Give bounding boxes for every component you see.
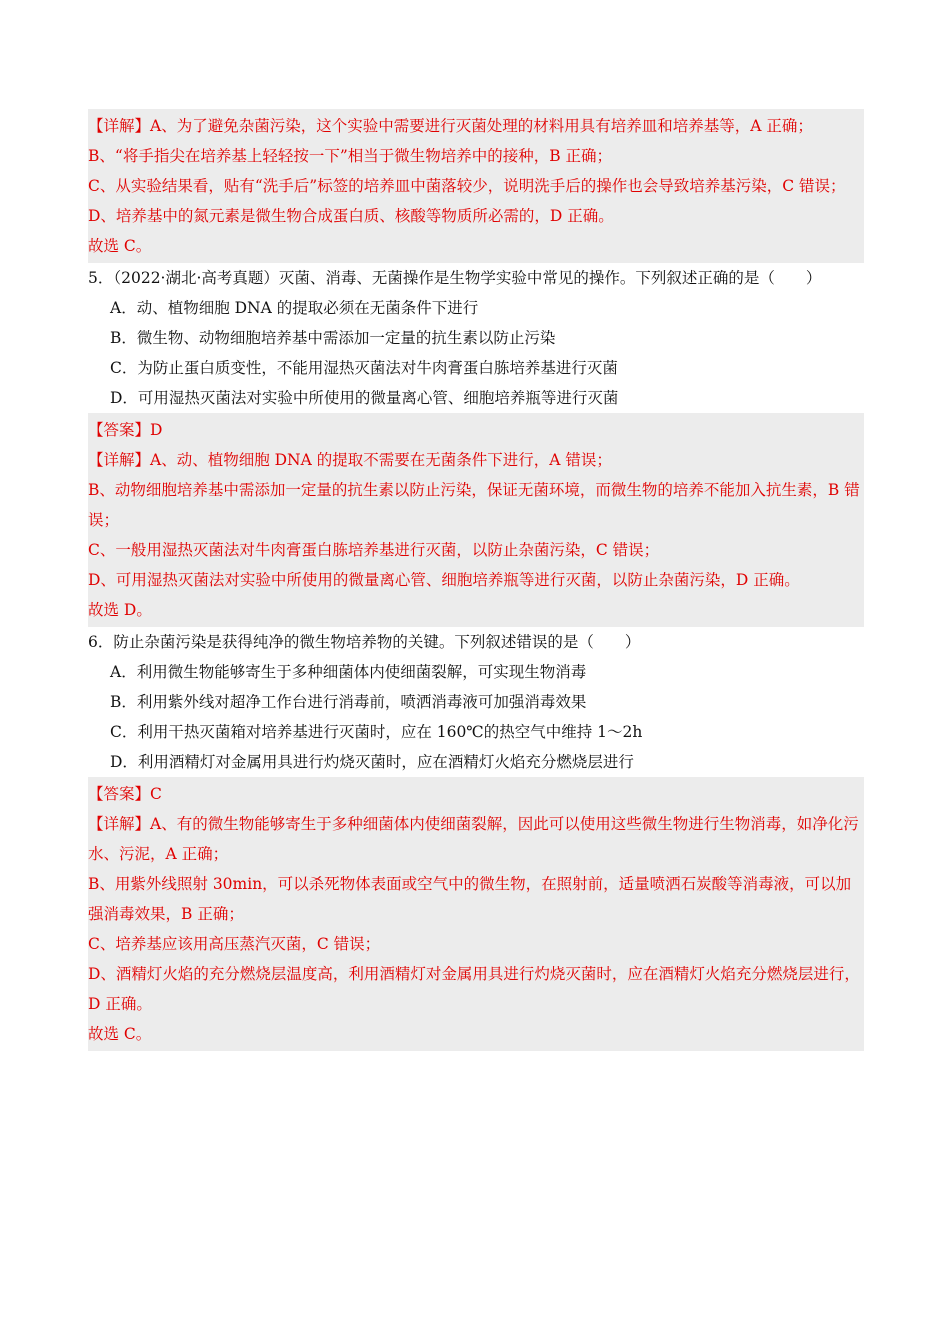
option-c: C．为防止蛋白质变性，不能用湿热灭菌法对牛肉膏蛋白胨培养基进行灭菌	[110, 359, 618, 377]
answer-block-q6	[88, 777, 864, 1051]
option-a: A．动、植物细胞 DNA 的提取必须在无菌条件下进行	[110, 299, 479, 317]
question-stem: 6．防止杂菌污染是获得纯净的微生物培养物的关键。下列叙述错误的是（ ）	[88, 633, 641, 651]
option-b: B．利用紫外线对超净工作台进行消毒前，喷洒消毒液可加强消毒效果	[110, 693, 587, 711]
explanation-line: D、培养基中的氮元素是微生物合成蛋白质、核酸等物质所必需的，D 正确。	[88, 207, 614, 225]
option-a: A．利用微生物能够寄生于多种细菌体内使细菌裂解，可实现生物消毒	[110, 663, 587, 681]
explanation-line: D、酒精灯火焰的充分燃烧层温度高，利用酒精灯对金属用具进行灼烧灭菌时，应在酒精灯火焰充分燃烧层进行，D 正确。	[88, 965, 860, 1013]
option-c: C．利用干热灭菌箱对培养基进行灭菌时，应在 160℃的热空气中维持 1～2h	[110, 723, 643, 741]
explanation-line: 【详解】A、有的微生物能够寄生于多种细菌体内使细菌裂解，因此可以使用这些微生物进行生物消毒，如净化污水、污泥，A 正确；	[88, 815, 859, 863]
explanation-block-q4	[88, 109, 864, 263]
conclusion-line: 故选 C。	[88, 1025, 152, 1043]
document-page	[88, 109, 864, 1051]
explanation-line: C、培养基应该用高压蒸汽灭菌，C 错误；	[88, 935, 381, 953]
explanation-line: C、一般用湿热灭菌法对牛肉膏蛋白胨培养基进行灭菌，以防止杂菌污染，C 错误；	[88, 541, 660, 559]
answer-line: 【答案】D	[88, 421, 163, 439]
option-d: D．可用湿热灭菌法对实验中所使用的微量离心管、细胞培养瓶等进行灭菌	[110, 389, 619, 407]
option-d: D．利用酒精灯对金属用具进行灼烧灭菌时，应在酒精灯火焰充分燃烧层进行	[110, 753, 634, 771]
explanation-line: B、动物细胞培养基中需添加一定量的抗生素以防止污染，保证无菌环境，而微生物的培养不能加入抗生素，B 错误；	[88, 481, 860, 529]
conclusion-line: 故选 C。	[88, 237, 152, 255]
conclusion-line: 故选 D。	[88, 601, 152, 619]
explanation-line: B、“将手指尖在培养基上轻轻按一下”相当于微生物培养中的接种，B 正确；	[88, 147, 613, 165]
explanation-line: D、可用湿热灭菌法对实验中所使用的微量离心管、细胞培养瓶等进行灭菌，以防止杂菌污染，D 正确。	[88, 571, 800, 589]
question-5	[88, 263, 864, 413]
option-b: B．微生物、动物细胞培养基中需添加一定量的抗生素以防止污染	[110, 329, 556, 347]
question-6	[88, 627, 864, 777]
answer-line: 【答案】C	[88, 785, 162, 803]
question-stem: 5．（2022·湖北·高考真题）灭菌、消毒、无菌操作是生物学实验中常见的操作。下列叙述正确的是（ ）	[88, 269, 822, 287]
explanation-line: C、从实验结果看，贴有“洗手后”标签的培养皿中菌落较少，说明洗手后的操作也会导致培养基污染，C 错误；	[88, 177, 846, 195]
answer-block-q5	[88, 413, 864, 627]
explanation-line: 【详解】A、为了避免杂菌污染，这个实验中需要进行灭菌处理的材料用具有培养皿和培养基等，A 正确；	[88, 117, 813, 135]
explanation-line: 【详解】A、动、植物细胞 DNA 的提取不需要在无菌条件下进行，A 错误；	[88, 451, 612, 469]
explanation-line: B、用紫外线照射 30min，可以杀死物体表面或空气中的微生物，在照射前，适量喷洒石炭酸等消毒液，可以加强消毒效果，B 正确；	[88, 875, 852, 923]
